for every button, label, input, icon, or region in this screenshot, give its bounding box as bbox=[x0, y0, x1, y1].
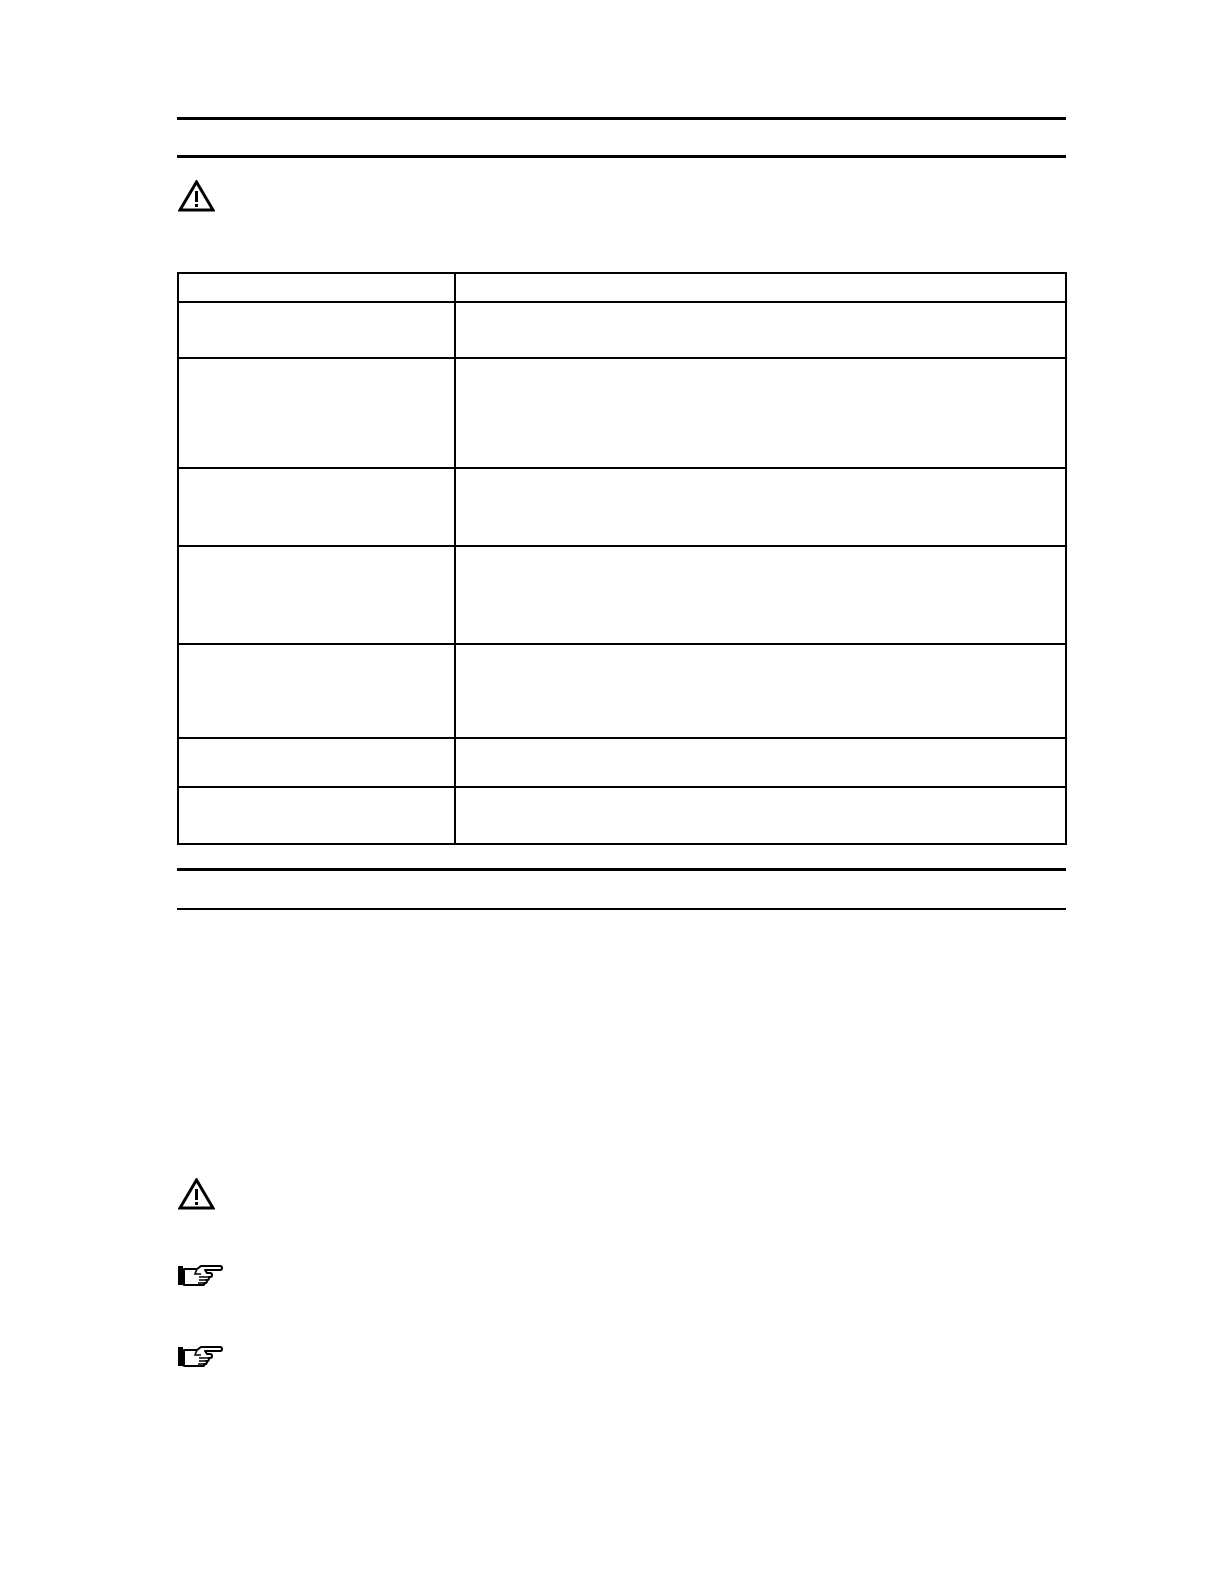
table-row bbox=[178, 468, 1066, 546]
table-row bbox=[178, 787, 1066, 844]
table-cell bbox=[178, 358, 455, 468]
warning-triangle-icon bbox=[178, 1178, 215, 1210]
table-cell bbox=[455, 358, 1066, 468]
top-rule-lower bbox=[177, 155, 1066, 158]
table-row bbox=[178, 546, 1066, 644]
table-cell bbox=[178, 738, 455, 787]
pointing-hand-icon bbox=[177, 1345, 223, 1369]
table-row bbox=[178, 358, 1066, 468]
pointing-hand-icon bbox=[177, 1264, 223, 1288]
table-row bbox=[178, 302, 1066, 358]
table-cell bbox=[178, 468, 455, 546]
table-cell bbox=[455, 468, 1066, 546]
top-rule-upper bbox=[177, 117, 1066, 120]
section-rule-upper bbox=[177, 868, 1066, 871]
section-rule-lower bbox=[177, 908, 1066, 910]
content-table bbox=[177, 272, 1067, 845]
table-cell bbox=[178, 787, 455, 844]
table-row bbox=[178, 738, 1066, 787]
table-cell bbox=[178, 273, 455, 302]
table-cell bbox=[178, 302, 455, 358]
table-row bbox=[178, 644, 1066, 738]
table-cell bbox=[178, 644, 455, 738]
table-cell bbox=[455, 273, 1066, 302]
table-cell bbox=[455, 546, 1066, 644]
table-cell bbox=[178, 546, 455, 644]
table-row bbox=[178, 273, 1066, 302]
table-cell bbox=[455, 738, 1066, 787]
warning-triangle-icon bbox=[178, 180, 215, 212]
table-cell bbox=[455, 644, 1066, 738]
table-cell bbox=[455, 787, 1066, 844]
table-cell bbox=[455, 302, 1066, 358]
